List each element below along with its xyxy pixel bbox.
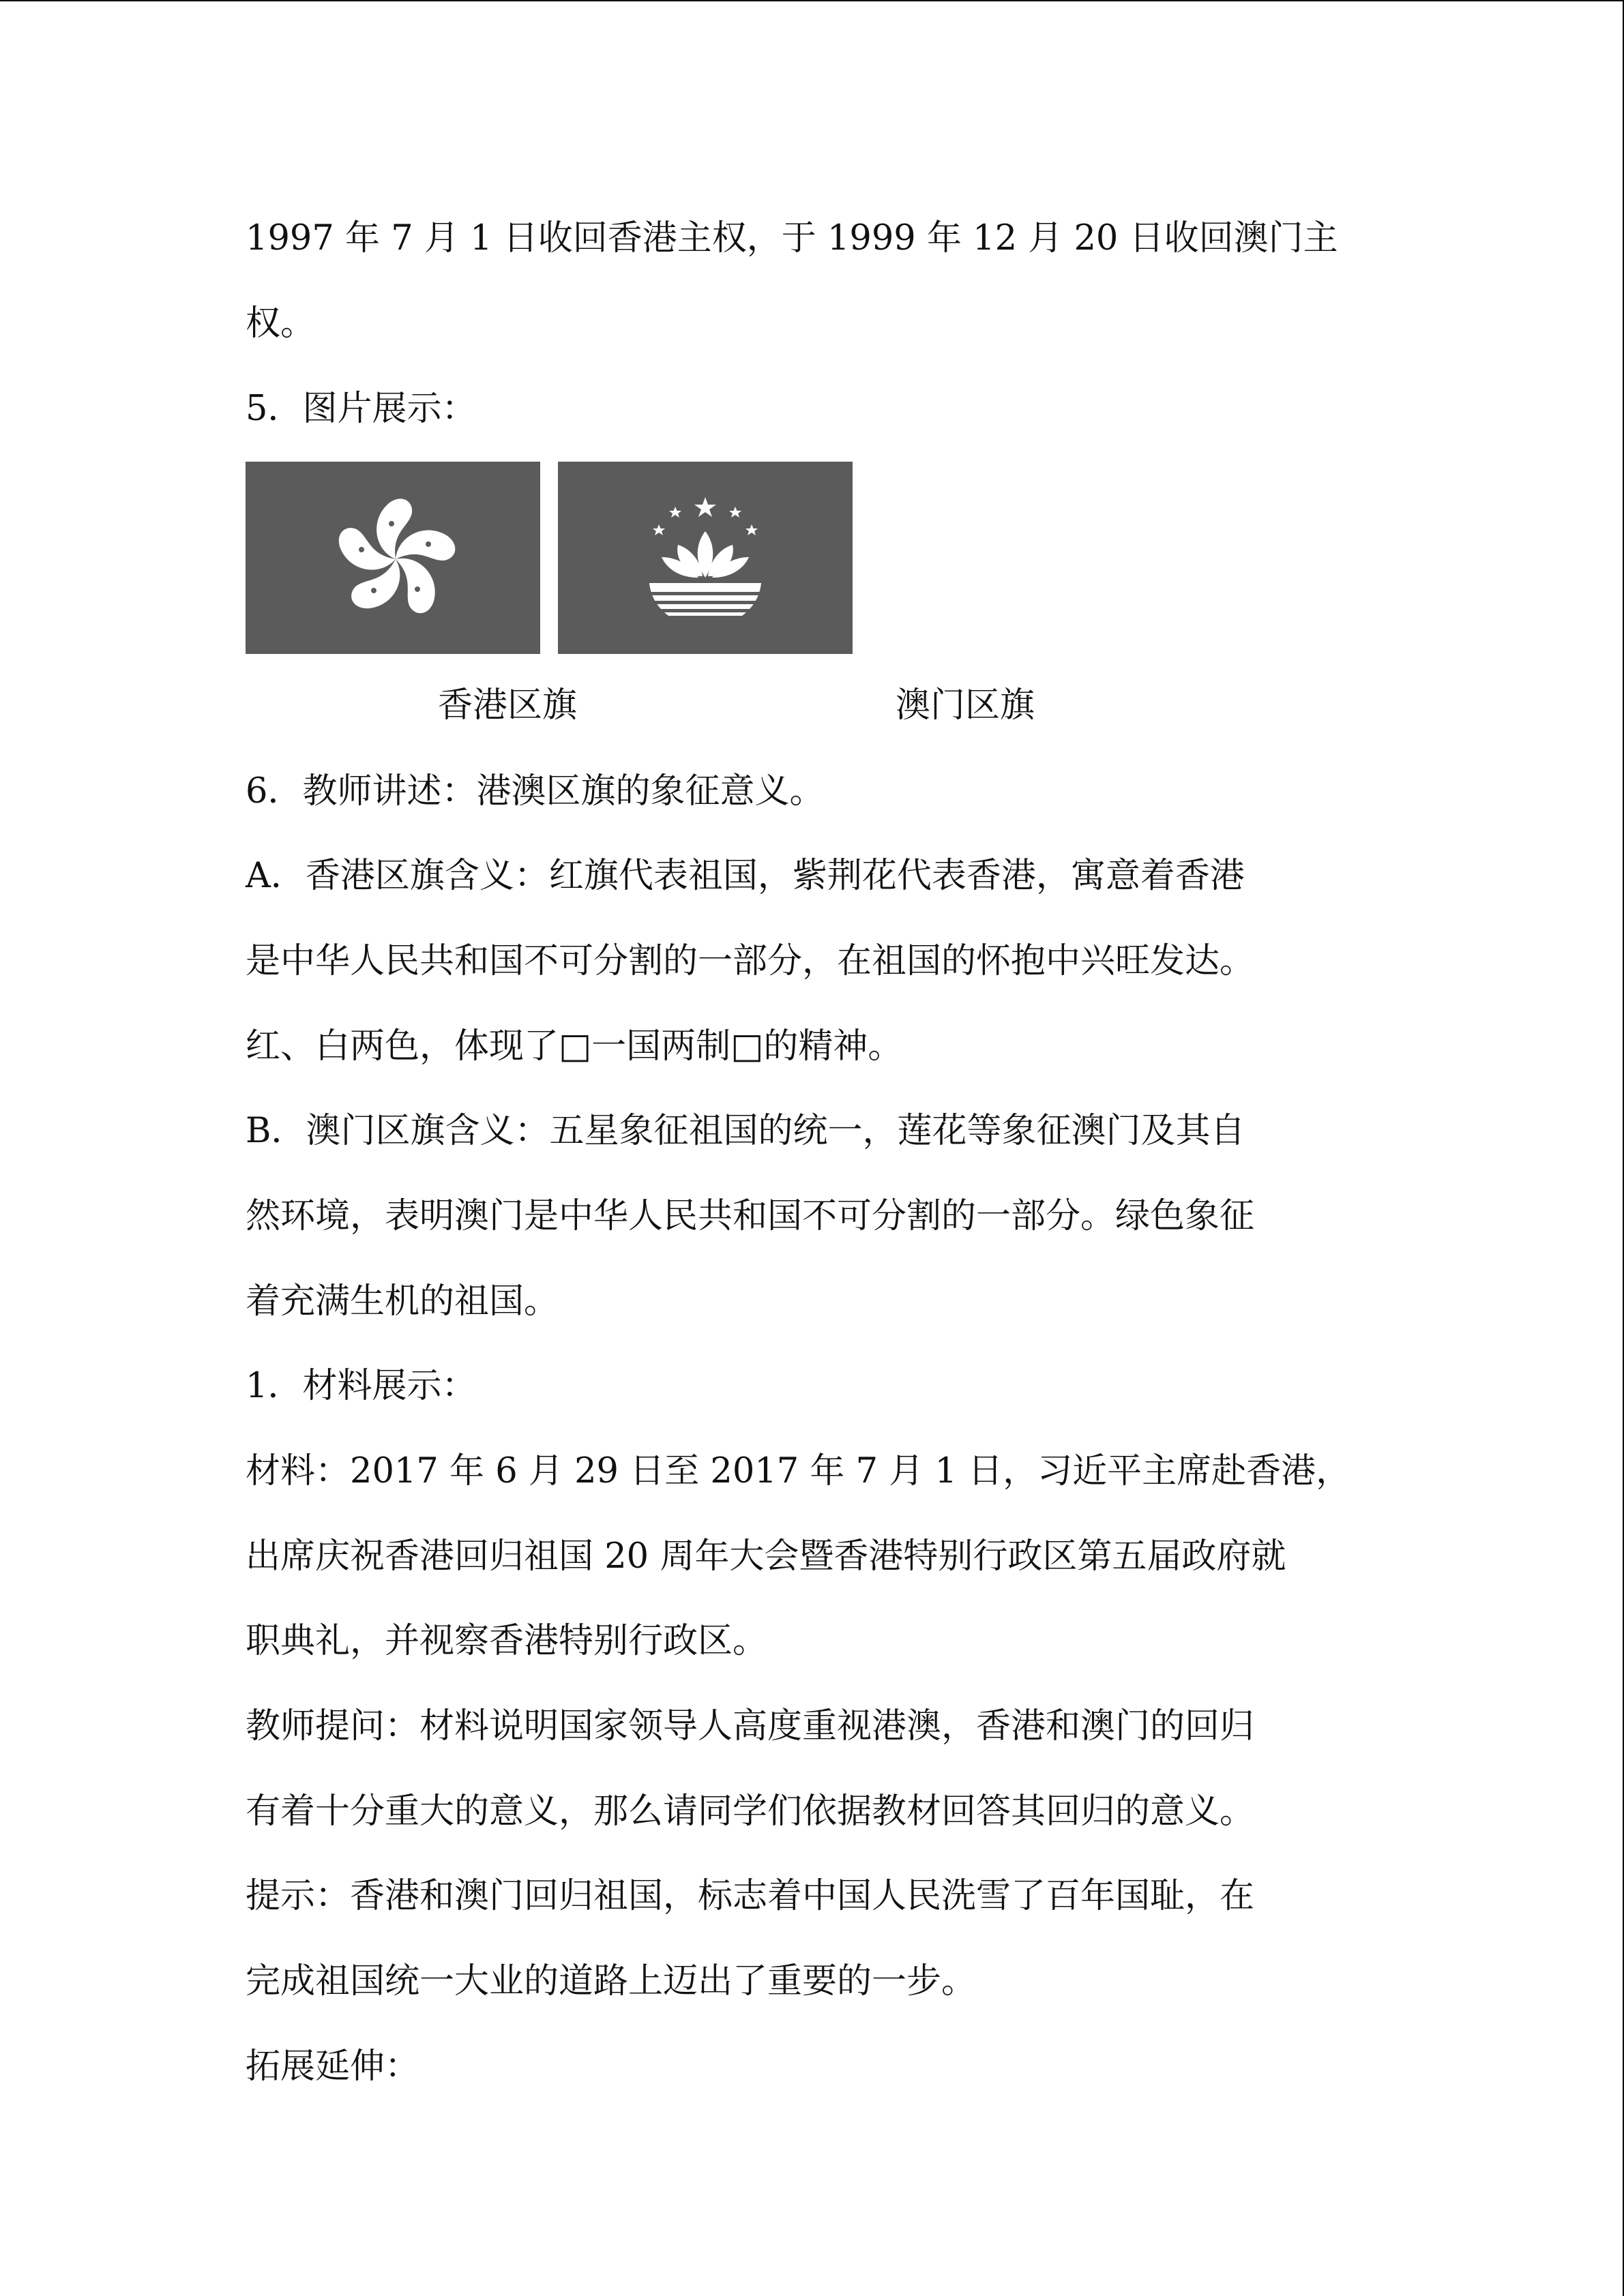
section-heading: 拓展延伸：: [246, 2046, 420, 2087]
paragraph-line: 着充满生机的祖国。: [246, 1281, 559, 1322]
paragraph-line: 提示：香港和澳门回归祖国，标志着中国人民洗雪了百年国耻，在: [246, 1876, 1255, 1916]
section-heading: 6．教师讲述：港澳区旗的象征意义。: [246, 771, 825, 811]
paragraph-line: A．香港区旗含义：红旗代表祖国，紫荆花代表香港，寓意着香港: [246, 856, 1245, 896]
macau-flag-caption: 澳门区旗: [896, 685, 1035, 726]
paragraph-line: 然环境，表明澳门是中华人民共和国不可分割的一部分。绿色象征: [246, 1196, 1255, 1236]
section-heading: 5．图片展示：: [246, 389, 477, 429]
hong-kong-flag-image: [246, 462, 540, 654]
paragraph-line: 1997 年 7 月 1 日收回香港主权，于 1999 年 12 月 20 日收回澳门主: [246, 218, 1338, 258]
paragraph-line: 教师提问：材料说明国家领导人高度重视港澳，香港和澳门的回归: [246, 1706, 1255, 1746]
section-heading: 1．材料展示：: [246, 1366, 477, 1406]
paragraph-line: 出席庆祝香港回归祖国 20 周年大会暨香港特别行政区第五届政府就: [246, 1536, 1286, 1577]
paragraph-line: 有着十分重大的意义，那么请同学们依据教材回答其回归的意义。: [246, 1791, 1255, 1832]
hk-flag-caption: 香港区旗: [438, 685, 578, 726]
paragraph-line: 权。: [246, 303, 316, 344]
paragraph-line: 材料：2017 年 6 月 29 日至 2017 年 7 月 1 日，习近平主席赴香港，: [246, 1451, 1351, 1491]
macau-flag-image: [558, 462, 853, 654]
paragraph-line: 完成祖国统一大业的道路上迈出了重要的一步。: [246, 1961, 977, 2001]
paragraph-line: B．澳门区旗含义：五星象征祖国的统一，莲花等象征澳门及其自: [246, 1111, 1245, 1151]
paragraph-line: 职典礼，并视察香港特别行政区。: [246, 1621, 768, 1661]
paragraph-line: 是中华人民共和国不可分割的一部分，在祖国的怀抱中兴旺发达。: [246, 941, 1255, 981]
paragraph-line: 红、白两色，体现了□一国两制□的精神。: [246, 1026, 903, 1067]
page-border-top: [0, 0, 1624, 1]
